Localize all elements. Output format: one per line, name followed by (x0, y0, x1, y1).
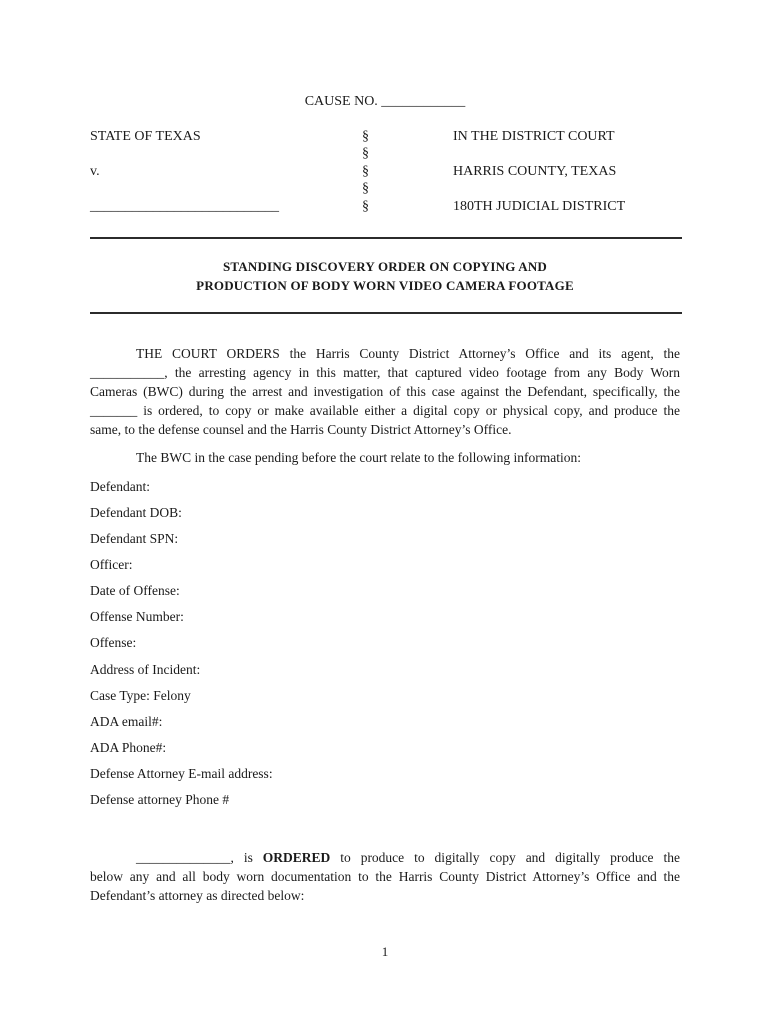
order-paragraph-line: THE COURT ORDERS the Harris County District Attorney’s Office and its agent, the (136, 346, 680, 361)
document-title (0, 257, 770, 295)
field-defense-email: Defense Attorney E-mail address: (90, 766, 273, 781)
caption-court: IN THE DISTRICT COURT (453, 129, 615, 144)
order-paragraph (90, 344, 680, 439)
title-line-1: STANDING DISCOVERY ORDER ON COPYING AND (222, 259, 548, 274)
bwc-intro: The BWC in the case pending before the court relate to the following information: (136, 450, 581, 465)
ordered-paragraph-line: Defendant’s attorney as directed below: (90, 888, 305, 903)
field-defense-phone: Defense attorney Phone # (90, 792, 230, 807)
field-case-type: Case Type: Felony (90, 688, 191, 703)
caption-district: 180TH JUDICIAL DISTRICT (453, 199, 626, 214)
field-offense-number: Offense Number: (90, 609, 184, 624)
caption-county: HARRIS COUNTY, TEXAS (453, 164, 617, 179)
field-defendant: Defendant: (90, 479, 150, 494)
cause-number: CAUSE NO. ____________ (304, 94, 466, 109)
caption-defendant-blank: ___________________________ (90, 199, 279, 214)
ordered-paragraph-line (90, 848, 680, 867)
section-symbol: § (362, 129, 369, 144)
section-symbol: § (362, 199, 369, 214)
title-bottom-rule (90, 312, 682, 314)
field-defendant-spn: Defendant SPN: (90, 531, 179, 546)
field-ada-email: ADA email#: (90, 714, 163, 729)
title-line-2: PRODUCTION OF BODY WORN VIDEO CAMERA FOOTAGE (196, 278, 574, 293)
ordered-paragraph-line: below any and all body worn documentation to the Harris County District Attorney’s Office and the (90, 869, 680, 884)
page-number: 1 (381, 944, 389, 959)
ordered-paragraph (90, 848, 680, 905)
section-symbol: § (362, 181, 369, 196)
order-paragraph-line: _______ is ordered, to copy or make available either a digital copy or physical copy, and produce the (90, 403, 680, 418)
title-top-rule (90, 237, 682, 239)
field-address-of-incident: Address of Incident: (90, 662, 201, 677)
field-defendant-dob: Defendant DOB: (90, 505, 182, 520)
ordered-pre: , is (230, 850, 263, 865)
ordered-keyword: ORDERED (262, 850, 331, 865)
section-symbol: § (362, 146, 369, 161)
caption-state: STATE OF TEXAS (90, 129, 201, 144)
order-paragraph-line: Cameras (BWC) during the arrest and investigation of this case against the Defendant, specifically, the (90, 384, 680, 399)
field-date-of-offense: Date of Offense: (90, 583, 180, 598)
order-paragraph-line: ___________, the arresting agency in this matter, that captured video footage from any Body Worn (90, 365, 680, 380)
order-paragraph-line: same, to the defense counsel and the Harris County District Attorney’s Office. (90, 422, 512, 437)
field-officer: Officer: (90, 557, 133, 572)
field-offense: Offense: (90, 635, 137, 650)
caption-versus: v. (90, 164, 100, 179)
field-ada-phone: ADA Phone#: (90, 740, 167, 755)
section-symbol: § (362, 164, 369, 179)
ordered-post: to produce to digitally copy and digitally produce the (330, 850, 680, 865)
agency-blank: ______________ (136, 850, 231, 865)
